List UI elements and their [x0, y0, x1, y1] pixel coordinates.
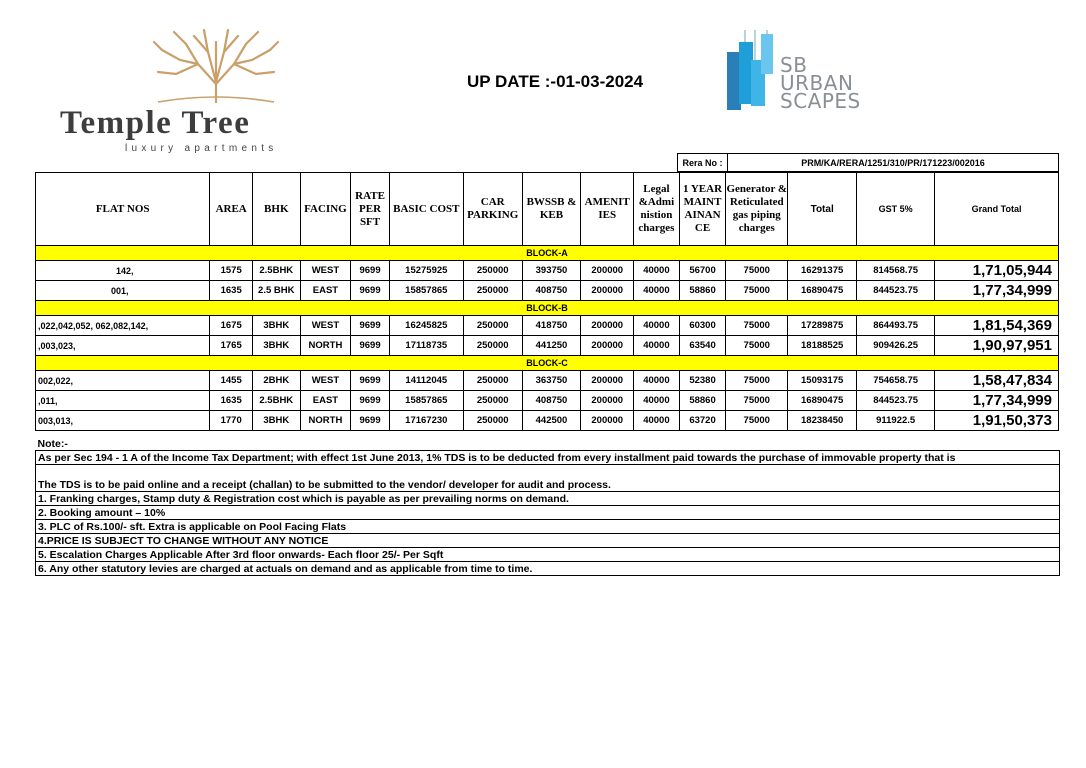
cell-rate: 9699: [351, 411, 390, 431]
partner-name: [780, 53, 861, 113]
cell-facing: WEST: [300, 261, 351, 281]
cell-legal: 40000: [634, 411, 680, 431]
col-gst: GST 5%: [857, 173, 935, 246]
col-flat-nos: FLAT NOS: [36, 173, 210, 246]
cell-flat: ,003,023,: [36, 336, 210, 356]
cell-facing: WEST: [300, 371, 351, 391]
cell-area: 1575: [210, 261, 253, 281]
cell-gst: 844523.75: [857, 281, 935, 301]
cell-area: 1770: [210, 411, 253, 431]
cell-gst: 909426.25: [857, 336, 935, 356]
cell-bwssb: 408750: [522, 391, 581, 411]
cell-flat: 001,: [36, 281, 210, 301]
price-table: [35, 172, 1059, 431]
cell-total: 15093175: [788, 371, 857, 391]
block-header: BLOCK-C: [36, 356, 1059, 371]
cell-area: 1635: [210, 391, 253, 411]
cell-gst: 844523.75: [857, 391, 935, 411]
cell-grand: 1,91,50,373: [935, 411, 1059, 431]
cell-grand: 1,77,34,999: [935, 281, 1059, 301]
cell-maint: 58860: [679, 391, 726, 411]
note-item: 6. Any other statutory levies are charged at actuals on demand and as applicable from time to time.: [36, 562, 1060, 576]
cell-legal: 40000: [634, 316, 680, 336]
cell-grand: 1,81,54,369: [935, 316, 1059, 336]
cell-legal: 40000: [634, 336, 680, 356]
cell-total: 16890475: [788, 281, 857, 301]
cell-gen: 75000: [726, 391, 788, 411]
cell-rate: 9699: [351, 281, 390, 301]
col-legal: Legal &Admi nistion charges: [634, 173, 680, 246]
block-header: BLOCK-B: [36, 301, 1059, 316]
col-maintenance: 1 YEAR MAINT AINAN CE: [679, 173, 726, 246]
cell-bhk: 3BHK: [252, 411, 300, 431]
table-row: [36, 411, 1059, 431]
cell-maint: 56700: [679, 261, 726, 281]
table-row: [36, 371, 1059, 391]
cell-car: 250000: [463, 281, 522, 301]
cell-legal: 40000: [634, 391, 680, 411]
cell-bwssb: 393750: [522, 261, 581, 281]
cell-car: 250000: [463, 261, 522, 281]
cell-basic: 14112045: [389, 371, 463, 391]
cell-maint: 60300: [679, 316, 726, 336]
table-row: [36, 391, 1059, 411]
cell-gst: 754658.75: [857, 371, 935, 391]
cell-car: 250000: [463, 316, 522, 336]
cell-gen: 75000: [726, 411, 788, 431]
cell-area: 1765: [210, 336, 253, 356]
cell-maint: 52380: [679, 371, 726, 391]
cell-car: 250000: [463, 411, 522, 431]
rera-number: PRM/KA/RERA/1251/310/PR/171223/002016: [728, 154, 1059, 172]
cell-bwssb: 418750: [522, 316, 581, 336]
cell-basic: 17167230: [389, 411, 463, 431]
cell-bhk: 2.5 BHK: [252, 281, 300, 301]
cell-amenities: 200000: [581, 261, 634, 281]
cell-rate: 9699: [351, 316, 390, 336]
note-item: 2. Booking amount – 10%: [36, 506, 1060, 520]
cell-car: 250000: [463, 391, 522, 411]
partner-line-3: SCAPES: [780, 89, 861, 113]
cell-bwssb: 442500: [522, 411, 581, 431]
cell-bhk: 2.5BHK: [252, 391, 300, 411]
cell-car: 250000: [463, 371, 522, 391]
col-bwssb: BWSSB & KEB: [522, 173, 581, 246]
note-item: 5. Escalation Charges Applicable After 3rd floor onwards- Each floor 25/- Per Sqft: [36, 548, 1060, 562]
cell-maint: 58860: [679, 281, 726, 301]
cell-bhk: 2BHK: [252, 371, 300, 391]
cell-rate: 9699: [351, 391, 390, 411]
col-car-parking: CAR PARKING: [463, 173, 522, 246]
brand-name: Temple Tree: [60, 105, 251, 141]
cell-gst: 864493.75: [857, 316, 935, 336]
cell-rate: 9699: [351, 261, 390, 281]
cell-legal: 40000: [634, 261, 680, 281]
col-area: AREA: [210, 173, 253, 246]
cell-amenities: 200000: [581, 316, 634, 336]
cell-bhk: 2.5BHK: [252, 261, 300, 281]
cell-gen: 75000: [726, 261, 788, 281]
cell-bhk: 3BHK: [252, 316, 300, 336]
cell-amenities: 200000: [581, 391, 634, 411]
col-basic-cost: BASIC COST: [389, 173, 463, 246]
cell-total: 18238450: [788, 411, 857, 431]
cell-legal: 40000: [634, 371, 680, 391]
cell-flat: ,022,042,052, 062,082,142,: [36, 316, 210, 336]
note-item: 4.PRICE IS SUBJECT TO CHANGE WITHOUT ANY NOTICE: [36, 534, 1060, 548]
cell-amenities: 200000: [581, 411, 634, 431]
cell-basic: 15857865: [389, 281, 463, 301]
table-header: [36, 173, 1059, 246]
cell-gst: 911922.5: [857, 411, 935, 431]
col-rate: RATE PER SFT: [351, 173, 390, 246]
tds-note-line-1: As per Sec 194 - 1 A of the Income Tax Department; with effect 1st June 2013, 1% TDS is to be deducted from every installment paid towards the purchase of immovable property that is: [36, 451, 1060, 465]
cell-facing: EAST: [300, 281, 351, 301]
partner-line-2: URBAN: [780, 71, 854, 95]
cell-total: 16291375: [788, 261, 857, 281]
cell-total: 17289875: [788, 316, 857, 336]
cell-basic: 15275925: [389, 261, 463, 281]
note-item: 3. PLC of Rs.100/- sft. Extra is applicable on Pool Facing Flats: [36, 520, 1060, 534]
partner-line-1: SB: [780, 53, 808, 77]
cell-grand: 1,71,05,944: [935, 261, 1059, 281]
cell-area: 1675: [210, 316, 253, 336]
cell-amenities: 200000: [581, 371, 634, 391]
tds-note-line-2: The TDS is to be paid online and a receipt (challan) to be submitted to the vendor/ developer for audit and process.: [36, 465, 1060, 492]
col-bhk: BHK: [252, 173, 300, 246]
cell-flat: 142,: [36, 261, 210, 281]
cell-legal: 40000: [634, 281, 680, 301]
notes-table: [35, 437, 1060, 576]
col-facing: FACING: [300, 173, 351, 246]
cell-maint: 63540: [679, 336, 726, 356]
brand-tagline: luxury apartments: [125, 143, 278, 154]
rera-table: [677, 153, 1059, 172]
col-generator: Generator & Reticulated gas piping charges: [726, 173, 788, 246]
cell-rate: 9699: [351, 371, 390, 391]
cell-gen: 75000: [726, 281, 788, 301]
table-row: [36, 281, 1059, 301]
cell-facing: WEST: [300, 316, 351, 336]
cell-basic: 15857865: [389, 391, 463, 411]
col-total: Total: [788, 173, 857, 246]
cell-flat: ,011,: [36, 391, 210, 411]
update-date: UP DATE :-01-03-2024: [467, 72, 644, 91]
cell-bwssb: 408750: [522, 281, 581, 301]
note-item: 1. Franking charges, Stamp duty & Registration cost which is payable as per prevailing norms on demand.: [36, 492, 1060, 506]
cell-basic: 17118735: [389, 336, 463, 356]
cell-facing: NORTH: [300, 336, 351, 356]
cell-car: 250000: [463, 336, 522, 356]
cell-area: 1455: [210, 371, 253, 391]
block-header: BLOCK-A: [36, 246, 1059, 261]
cell-gen: 75000: [726, 336, 788, 356]
cell-grand: 1,77,34,999: [935, 391, 1059, 411]
table-row: [36, 261, 1059, 281]
cell-maint: 63720: [679, 411, 726, 431]
cell-grand: 1,90,97,951: [935, 336, 1059, 356]
table-row: [36, 316, 1059, 336]
cell-bwssb: 363750: [522, 371, 581, 391]
cell-area: 1635: [210, 281, 253, 301]
rera-label: Rera No :: [678, 154, 728, 172]
cell-rate: 9699: [351, 336, 390, 356]
cell-gen: 75000: [726, 316, 788, 336]
cell-amenities: 200000: [581, 336, 634, 356]
cell-bhk: 3BHK: [252, 336, 300, 356]
cell-basic: 16245825: [389, 316, 463, 336]
cell-bwssb: 441250: [522, 336, 581, 356]
cell-facing: NORTH: [300, 411, 351, 431]
cell-flat: 003,013,: [36, 411, 210, 431]
cell-flat: 002,022,: [36, 371, 210, 391]
col-amenities: AMENIT IES: [581, 173, 634, 246]
cell-grand: 1,58,47,834: [935, 371, 1059, 391]
cell-gen: 75000: [726, 371, 788, 391]
col-grand-total: Grand Total: [935, 173, 1059, 246]
table-row: [36, 336, 1059, 356]
cell-amenities: 200000: [581, 281, 634, 301]
cell-facing: EAST: [300, 391, 351, 411]
notes-title: Note:-: [37, 437, 68, 450]
cell-gst: 814568.75: [857, 261, 935, 281]
cell-total: 18188525: [788, 336, 857, 356]
cell-total: 16890475: [788, 391, 857, 411]
